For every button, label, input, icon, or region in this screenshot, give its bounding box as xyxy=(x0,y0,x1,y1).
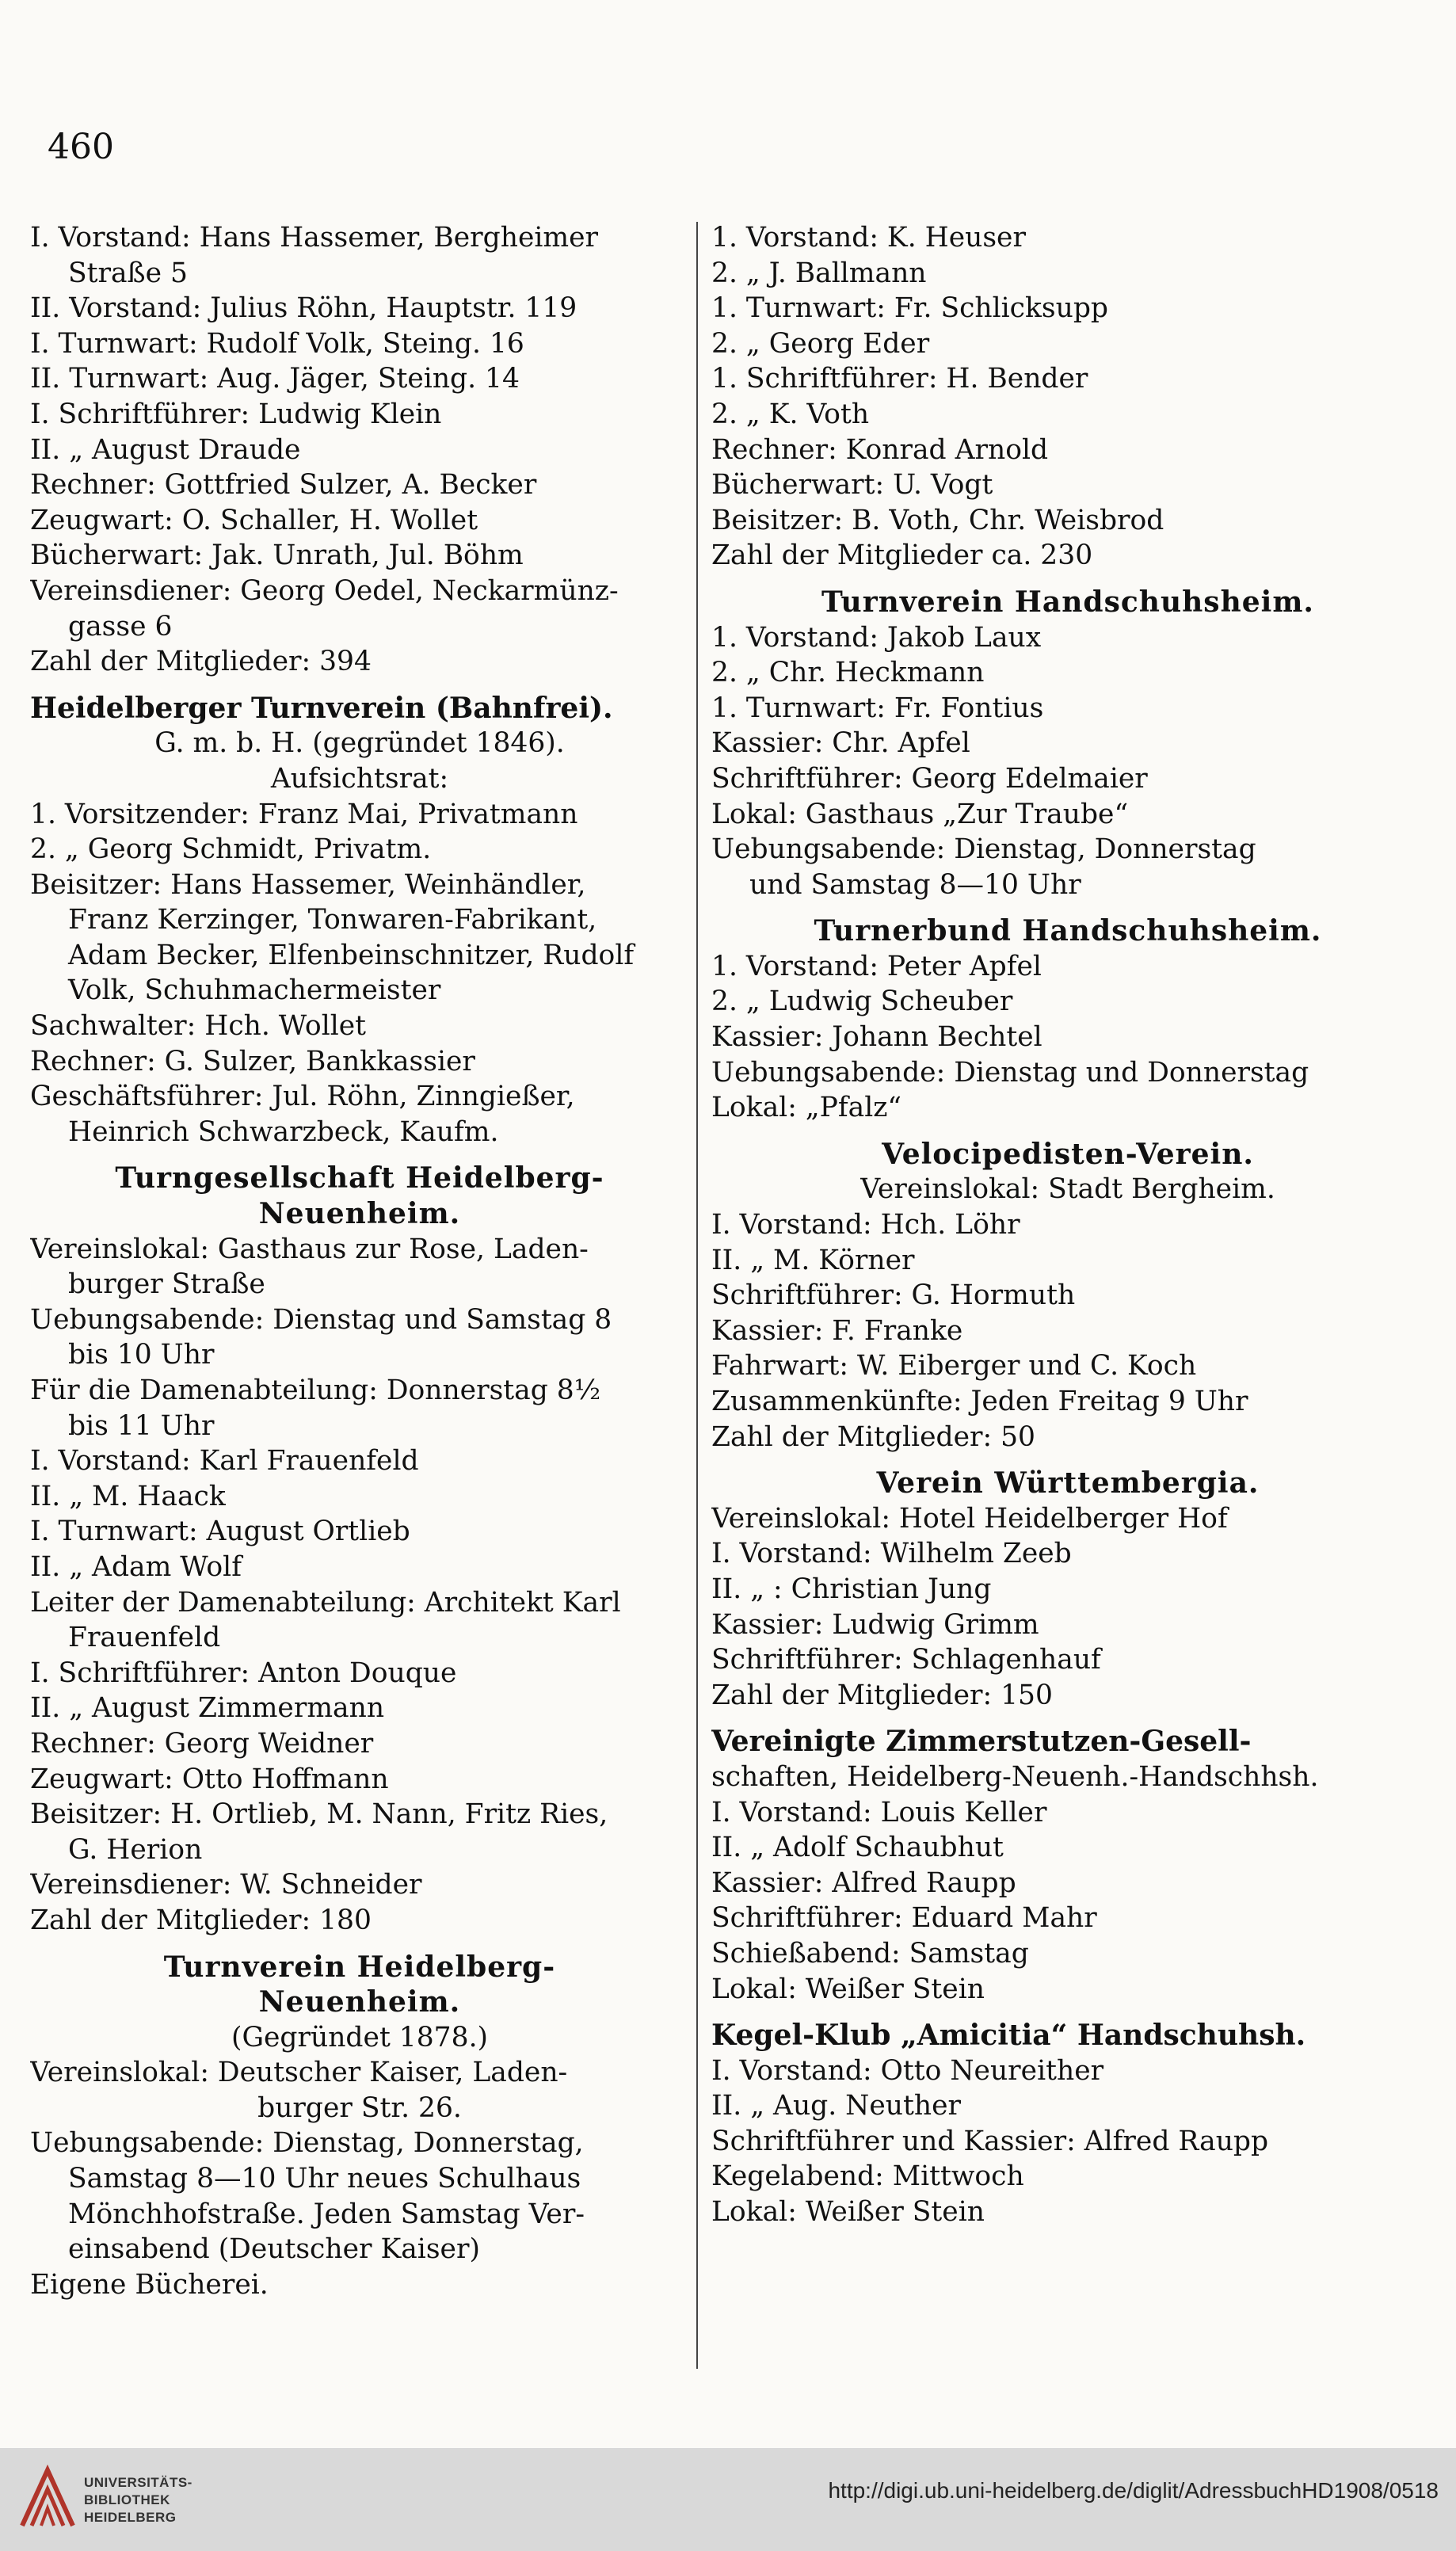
text-line: Lokal: „Pfalz“ xyxy=(711,1092,902,1124)
text-line: Schriftführer: Eduard Mahr xyxy=(711,1902,1097,1935)
text-line: Adam Becker, Elfenbeinschnitzer, Rudolf xyxy=(68,939,635,971)
text-line: Uebungsabende: Dienstag, Donnerstag, xyxy=(30,2127,584,2160)
section-heading: Turnverein Handschuhsheim. xyxy=(821,585,1314,619)
section-heading: Heidelberger Turnverein (Bahnfrei). xyxy=(30,691,613,725)
text-line: Geschäftsführer: Jul. Röhn, Zinngießer, xyxy=(30,1081,575,1113)
text-line: Beisitzer: B. Voth, Chr. Weisbrod xyxy=(711,504,1164,536)
text-line: 1. Turnwart: Fr. Schlicksupp xyxy=(711,292,1109,325)
text-line: 2. „ Georg Eder xyxy=(711,327,930,360)
text-line: 2. „ Chr. Heckmann xyxy=(711,657,985,689)
text-line: I. Vorstand: Louis Keller xyxy=(711,1796,1047,1828)
text-line: II. „ M. Körner xyxy=(711,1244,915,1276)
text-line: Mönchhofstraße. Jeden Samstag Ver- xyxy=(68,2198,585,2230)
text-line: Vereinslokal: Deutscher Kaiser, Laden- xyxy=(30,2057,568,2089)
section-heading: Kegel-Klub „Amicitia“ Handschuhsh. xyxy=(711,2019,1306,2053)
text-line: Lokal: Gasthaus „Zur Traube“ xyxy=(711,798,1129,830)
text-line: II. „ August Draude xyxy=(30,433,301,466)
text-line: Zahl der Mitglieder: 394 xyxy=(30,646,372,678)
text-line: Uebungsabende: Dienstag, Donnerstag xyxy=(711,833,1256,866)
text-line: Volk, Schuhmachermeister xyxy=(68,974,441,1007)
text-line: Vereinsdiener: Georg Oedel, Neckarmünz- xyxy=(30,574,619,607)
footer-bar xyxy=(0,2448,1456,2551)
text-line: I. Schriftführer: Ludwig Klein xyxy=(30,398,442,430)
text-line: 1. Turnwart: Fr. Fontius xyxy=(711,692,1044,724)
text-line: Heinrich Schwarzbeck, Kaufm. xyxy=(68,1115,499,1148)
text-line: Für die Damenabteilung: Donnerstag 8½ xyxy=(30,1375,601,1406)
text-line: I. Vorstand: Wilhelm Zeeb xyxy=(711,1538,1072,1570)
logo-text-line-3: HEIDELBERG xyxy=(84,2510,177,2525)
text-line: burger Str. 26. xyxy=(257,2092,462,2124)
section-heading: Turnerbund Handschuhsheim. xyxy=(814,914,1322,948)
text-line: Fahrwart: W. Eiberger und C. Koch xyxy=(711,1350,1197,1382)
text-line: Kassier: Johann Bechtel xyxy=(711,1021,1042,1054)
text-line: II. Turnwart: Aug. Jäger, Steing. 14 xyxy=(30,363,520,395)
text-line: 2. „ Georg Schmidt, Privatm. xyxy=(30,833,432,866)
text-line: I. Vorstand: Otto Neureither xyxy=(711,2054,1104,2087)
text-line: Zeugwart: Otto Hoffmann xyxy=(30,1763,389,1795)
text-line: II. „ August Zimmermann xyxy=(30,1692,385,1725)
text-line: Zahl der Mitglieder: 50 xyxy=(711,1420,1035,1453)
text-line: Rechner: Georg Weidner xyxy=(30,1727,374,1760)
library-logo-icon xyxy=(16,2464,79,2535)
text-line: bis 10 Uhr xyxy=(68,1339,215,1371)
text-line: I. Turnwart: Rudolf Volk, Steing. 16 xyxy=(30,327,524,360)
text-line: Kassier: Alfred Raupp xyxy=(711,1867,1016,1899)
text-line: 2. „ J. Ballmann xyxy=(711,257,927,289)
text-line: I. Schriftführer: Anton Douque xyxy=(30,1657,457,1689)
text-line: II. „ Aug. Neuther xyxy=(711,2090,961,2122)
text-line: Eigene Bücherei. xyxy=(30,2268,269,2301)
text-line: schaften, Heidelberg-Neuenh.-Handschhsh. xyxy=(711,1760,1319,1793)
text-line: Kassier: Ludwig Grimm xyxy=(711,1608,1039,1641)
text-line: Beisitzer: H. Ortlieb, M. Nann, Fritz Ries, xyxy=(30,1798,608,1831)
text-line: Aufsichtsrat: xyxy=(270,762,449,795)
right-column xyxy=(711,220,1424,2230)
text-line: und Samstag 8—10 Uhr xyxy=(749,868,1081,901)
text-line: 1. Vorstand: Peter Apfel xyxy=(711,950,1042,982)
page-number: 460 xyxy=(48,127,114,167)
text-line: (Gegründet 1878.) xyxy=(231,2021,488,2053)
text-line: 2. „ Ludwig Scheuber xyxy=(711,986,1013,1018)
text-line: Lokal: Weißer Stein xyxy=(711,2196,985,2229)
text-line: Uebungsabende: Dienstag und Donnerstag xyxy=(711,1056,1309,1089)
text-line: II. Vorstand: Julius Röhn, Hauptstr. 119 xyxy=(30,292,577,325)
column-divider xyxy=(696,222,698,2369)
text-line: 1. Schriftführer: H. Bender xyxy=(711,363,1088,395)
text-line: Vereinslokal: Hotel Heidelberger Hof xyxy=(711,1502,1228,1535)
text-line: Uebungsabende: Dienstag und Samstag 8 xyxy=(30,1303,612,1336)
text-line: Rechner: Konrad Arnold xyxy=(711,433,1049,466)
text-line: Zeugwart: O. Schaller, H. Wollet xyxy=(30,504,478,536)
text-line: Franz Kerzinger, Tonwaren-Fabrikant, xyxy=(68,904,597,936)
text-line: Schießabend: Samstag xyxy=(711,1937,1029,1969)
text-line: I. Turnwart: August Ortlieb xyxy=(30,1516,410,1548)
text-line: Bücherwart: Jak. Unrath, Jul. Böhm xyxy=(30,540,524,572)
text-line: 1. Vorstand: K. Heuser xyxy=(711,222,1026,254)
left-column xyxy=(30,220,689,2302)
text-line: gasse 6 xyxy=(68,610,173,643)
text-line: Frauenfeld xyxy=(68,1622,221,1654)
text-line: Vereinslokal: Gasthaus zur Rose, Laden- xyxy=(30,1233,589,1265)
section-heading: Turnverein Heidelberg- xyxy=(163,1950,556,1984)
text-line: Vereinslokal: Stadt Bergheim. xyxy=(860,1173,1275,1206)
text-line: Rechner: Gottfried Sulzer, A. Becker xyxy=(30,469,537,501)
text-line: Zusammenkünfte: Jeden Freitag 9 Uhr xyxy=(711,1386,1248,1417)
text-line: Kassier: Chr. Apfel xyxy=(711,727,970,760)
text-line: G. Herion xyxy=(68,1833,203,1866)
text-line: Beisitzer: Hans Hassemer, Weinhändler, xyxy=(30,868,586,901)
text-line: I. Vorstand: Hch. Löhr xyxy=(711,1209,1020,1241)
text-line: 2. „ K. Voth xyxy=(711,398,870,430)
logo-text-line-2: BIBLIOTHEK xyxy=(84,2492,170,2507)
section-heading: Neuenheim. xyxy=(258,1985,461,2019)
text-line: Sachwalter: Hch. Wollet xyxy=(30,1010,367,1043)
text-line: Vereinsdiener: W. Schneider xyxy=(30,1869,422,1901)
text-line: II. „ Adam Wolf xyxy=(30,1550,242,1583)
text-line: 1. Vorsitzender: Franz Mai, Privatmann xyxy=(30,798,578,830)
text-line: I. Vorstand: Hans Hassemer, Bergheimer xyxy=(30,222,599,254)
text-line: Bücherwart: U. Vogt xyxy=(711,469,993,501)
section-heading: Turngesellschaft Heidelberg- xyxy=(115,1161,604,1195)
section-heading: Vereinigte Zimmerstutzen-Gesell- xyxy=(711,1725,1252,1759)
text-line: Kassier: F. Franke xyxy=(711,1314,963,1347)
text-line: Schriftführer: G. Hormuth xyxy=(711,1279,1076,1312)
section-heading: Neuenheim. xyxy=(258,1197,461,1231)
text-line: Lokal: Weißer Stein xyxy=(711,1973,985,2005)
text-line: Leiter der Damenabteilung: Architekt Karl xyxy=(30,1586,621,1619)
text-line: Schriftführer: Schlagenhauf xyxy=(711,1644,1101,1676)
section-heading: Velocipedisten-Verein. xyxy=(882,1137,1254,1171)
text-line: Samstag 8—10 Uhr neues Schulhaus xyxy=(68,2163,581,2195)
text-line: II. „ M. Haack xyxy=(30,1480,226,1512)
text-line: Zahl der Mitglieder ca. 230 xyxy=(711,540,1093,572)
text-line: Zahl der Mitglieder: 180 xyxy=(30,1904,372,1936)
text-line: bis 11 Uhr xyxy=(68,1409,215,1442)
text-line: 1. Vorstand: Jakob Laux xyxy=(711,621,1042,654)
text-line: Straße 5 xyxy=(68,257,188,289)
source-url-link[interactable]: http://digi.ub.uni-heidelberg.de/diglit/AdressbuchHD1908/0518 xyxy=(828,2478,1439,2503)
text-line: II. „ Adolf Schaubhut xyxy=(711,1832,1004,1864)
logo-text-line-1: UNIVERSITÄTS- xyxy=(84,2475,192,2490)
text-line: G. m. b. H. (gegründet 1846). xyxy=(154,727,565,760)
text-line: Schriftführer: Georg Edelmaier xyxy=(711,762,1148,795)
text-line: burger Straße xyxy=(68,1268,265,1301)
text-line: Rechner: G. Sulzer, Bankkassier xyxy=(30,1045,475,1077)
text-line: Schriftführer und Kassier: Alfred Raupp xyxy=(711,2125,1269,2157)
text-line: Zahl der Mitglieder: 150 xyxy=(711,1679,1053,1711)
text-line: I. Vorstand: Karl Frauenfeld xyxy=(30,1445,419,1478)
text-line: Kegelabend: Mittwoch xyxy=(711,2160,1024,2193)
text-line: II. „ : Christian Jung xyxy=(711,1573,992,1605)
section-heading: Verein Württembergia. xyxy=(876,1466,1260,1500)
text-line: einsabend (Deutscher Kaiser) xyxy=(68,2233,480,2266)
